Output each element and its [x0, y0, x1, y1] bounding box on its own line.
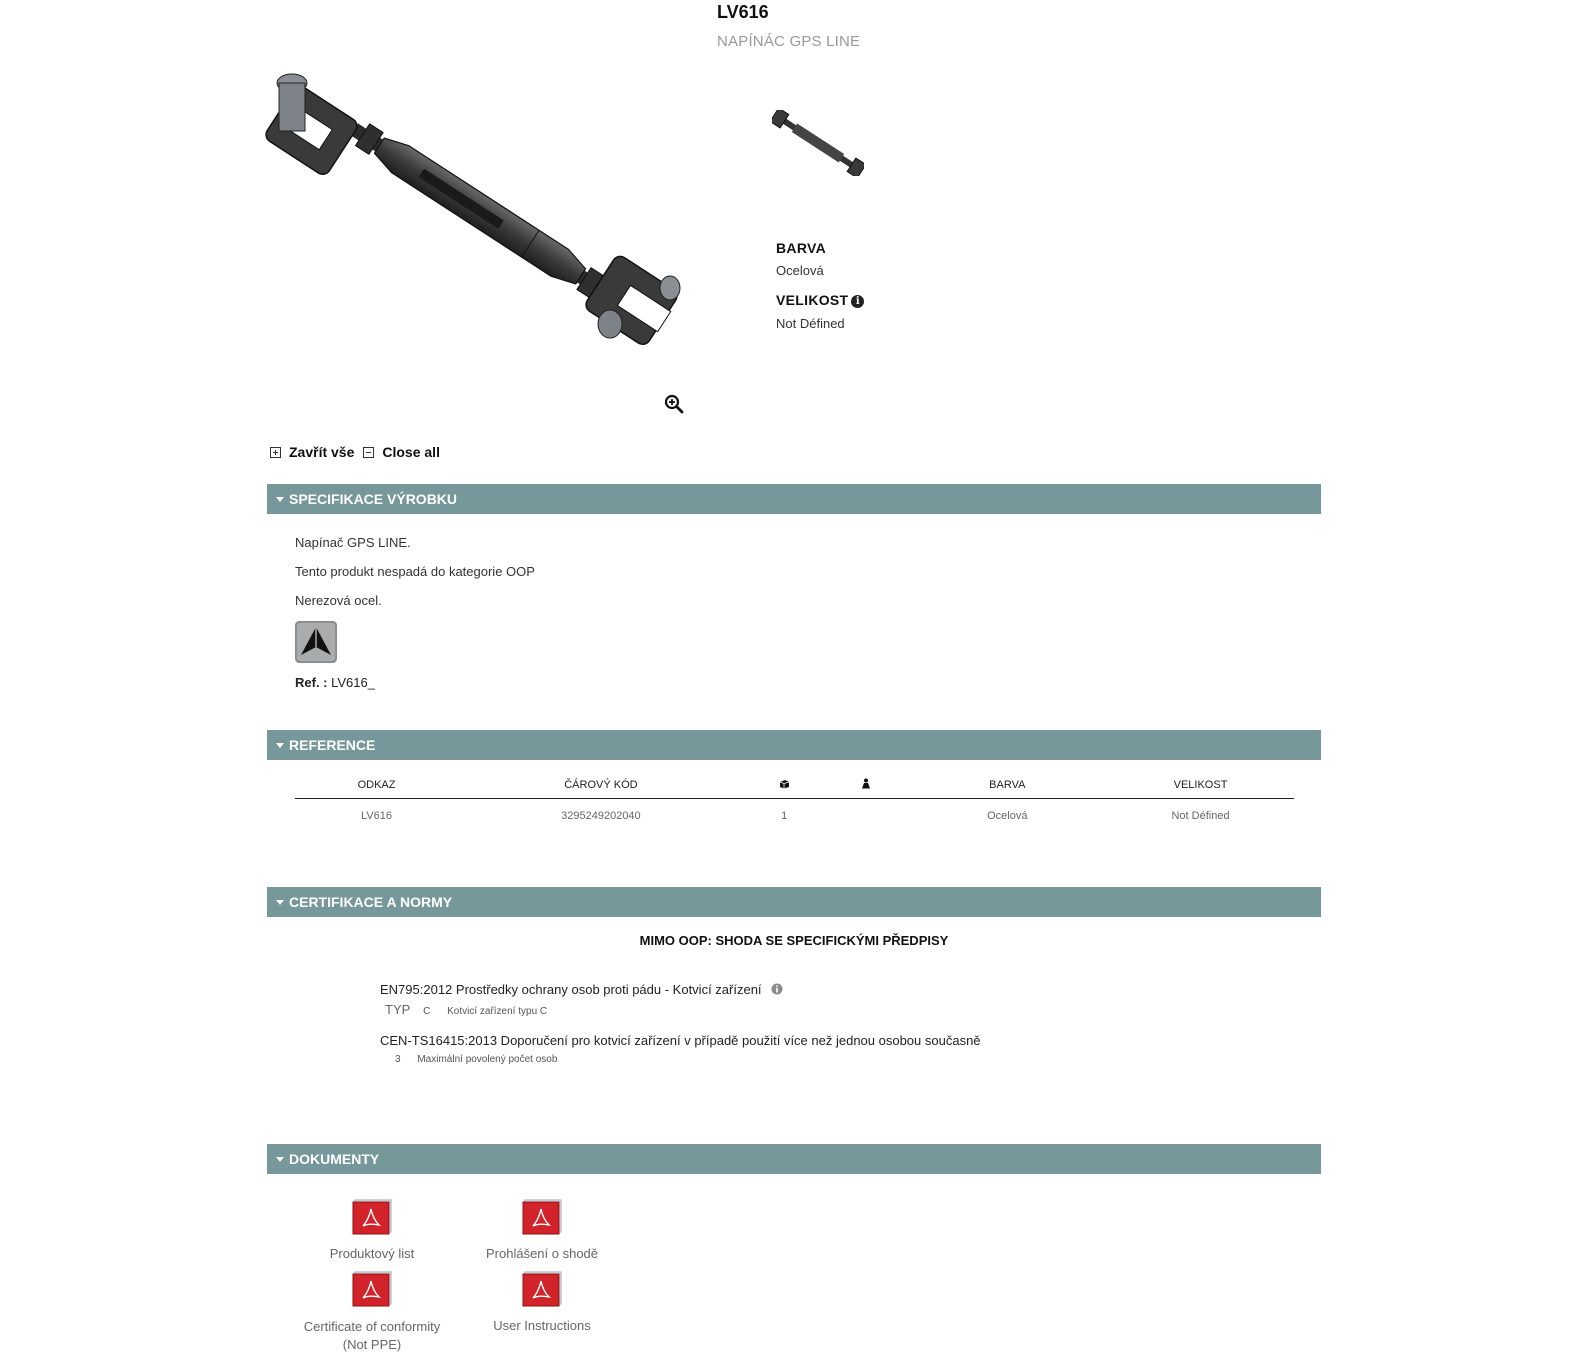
turnbuckle-product-image: [262, 66, 698, 356]
box-icon: [744, 772, 825, 799]
table-header-row: [295, 772, 1294, 799]
norm-sub-label: TYP: [385, 1002, 411, 1017]
info-icon[interactable]: i: [851, 295, 864, 308]
section-title-documents: DOKUMENTY: [289, 1151, 380, 1167]
norm-title: CEN-TS16415:2013 Doporučení pro kotvicí zařízení v případě použití více než jednou osobou současně: [380, 1033, 981, 1048]
document-label: Certificate of conformity (Not PPE): [303, 1319, 441, 1352]
close-all-label: Close all: [382, 444, 440, 460]
norm-title-row: [380, 982, 783, 997]
pdf-icon: [352, 1271, 392, 1307]
zoom-in-icon[interactable]: [664, 394, 684, 414]
col-header-size: VELIKOST: [1107, 772, 1294, 799]
person-icon: [825, 772, 908, 799]
minus-box-icon: [363, 447, 374, 458]
close-all-button[interactable]: [363, 444, 440, 460]
accordion-toggles: [270, 444, 449, 460]
pdf-icon: [352, 1199, 392, 1235]
pdf-icon: [522, 1199, 562, 1235]
pdf-icon: [522, 1271, 562, 1307]
cell-barcode: 3295249202040: [561, 810, 641, 822]
size-value: Not Défined: [776, 316, 845, 331]
spec-line: Tento produkt nespadá do kategorie OOP: [295, 564, 535, 579]
section-header-reference[interactable]: [267, 730, 1321, 760]
size-label: VELIKOST: [776, 292, 849, 308]
col-header-color: BARVA: [908, 772, 1108, 799]
document-label: User Instructions: [493, 1318, 591, 1333]
color-label: BARVA: [776, 240, 826, 256]
spec-line: Napínač GPS LINE.: [295, 535, 411, 550]
product-code: LV616: [717, 2, 769, 22]
product-name: NAPÍNÁC GPS LINE: [717, 33, 861, 50]
norm-sub-desc: Maximální povolený počet osob: [417, 1054, 558, 1065]
spec-line: Nerezová ocel.: [295, 593, 382, 608]
size-label-row: [776, 292, 864, 308]
document-label: Prohlášení o shodě: [485, 1246, 599, 1261]
cell-size: Not Défined: [1171, 810, 1230, 822]
plus-box-icon: [270, 447, 281, 458]
color-value: Ocelová: [776, 263, 824, 278]
section-title-reference: REFERENCE: [289, 737, 376, 753]
cell-odkaz: LV616: [361, 810, 393, 822]
section-title-certification: CERTIFIKACE A NORMY: [289, 894, 453, 910]
document-link-product-sheet[interactable]: [287, 1199, 457, 1261]
expand-all-label: Zavřít vše: [289, 444, 355, 460]
triangle-logo-icon: [295, 621, 337, 663]
norm-sub-desc: Kotvicí zařízení typu C: [447, 1006, 548, 1017]
col-header-odkaz: ODKAZ: [295, 772, 458, 799]
certification-heading: MIMO OOP: SHODA SE SPECIFICKÝMI PŘEDPISY: [639, 933, 949, 948]
reference-table: [295, 772, 1294, 833]
caret-down-icon: [276, 743, 284, 748]
cell-color: Ocelová: [987, 810, 1028, 822]
norm-sub-value: 3: [395, 1054, 401, 1065]
section-header-spec[interactable]: [267, 484, 1321, 514]
section-header-documents[interactable]: [267, 1144, 1321, 1174]
expand-all-button[interactable]: [270, 444, 354, 460]
norm-sub-row: [385, 1002, 547, 1017]
ref-line: [295, 675, 375, 690]
col-header-barcode: ČÁROVÝ KÓD: [458, 772, 744, 799]
caret-down-icon: [276, 497, 284, 502]
norm-sub-value: C: [423, 1006, 431, 1017]
ref-value: LV616_: [331, 675, 375, 690]
document-link-user-instructions[interactable]: [457, 1271, 627, 1333]
caret-down-icon: [276, 900, 284, 905]
document-label: Produktový list: [329, 1246, 415, 1261]
table-row[interactable]: [295, 799, 1294, 834]
norm-title: EN795:2012 Prostředky ochrany osob proti pádu - Kotvicí zařízení: [380, 982, 762, 997]
cell-quantity: 1: [781, 810, 788, 822]
document-link-declaration[interactable]: [457, 1199, 627, 1261]
norm-sub-row: [395, 1054, 557, 1065]
turnbuckle-thumbnail[interactable]: [772, 110, 864, 176]
info-icon[interactable]: [771, 983, 783, 995]
cell-persons: [825, 799, 908, 834]
ref-label: Ref. :: [295, 675, 328, 690]
section-header-certification[interactable]: [267, 887, 1321, 917]
section-title-spec: SPECIFIKACE VÝROBKU: [289, 491, 458, 507]
caret-down-icon: [276, 1157, 284, 1162]
